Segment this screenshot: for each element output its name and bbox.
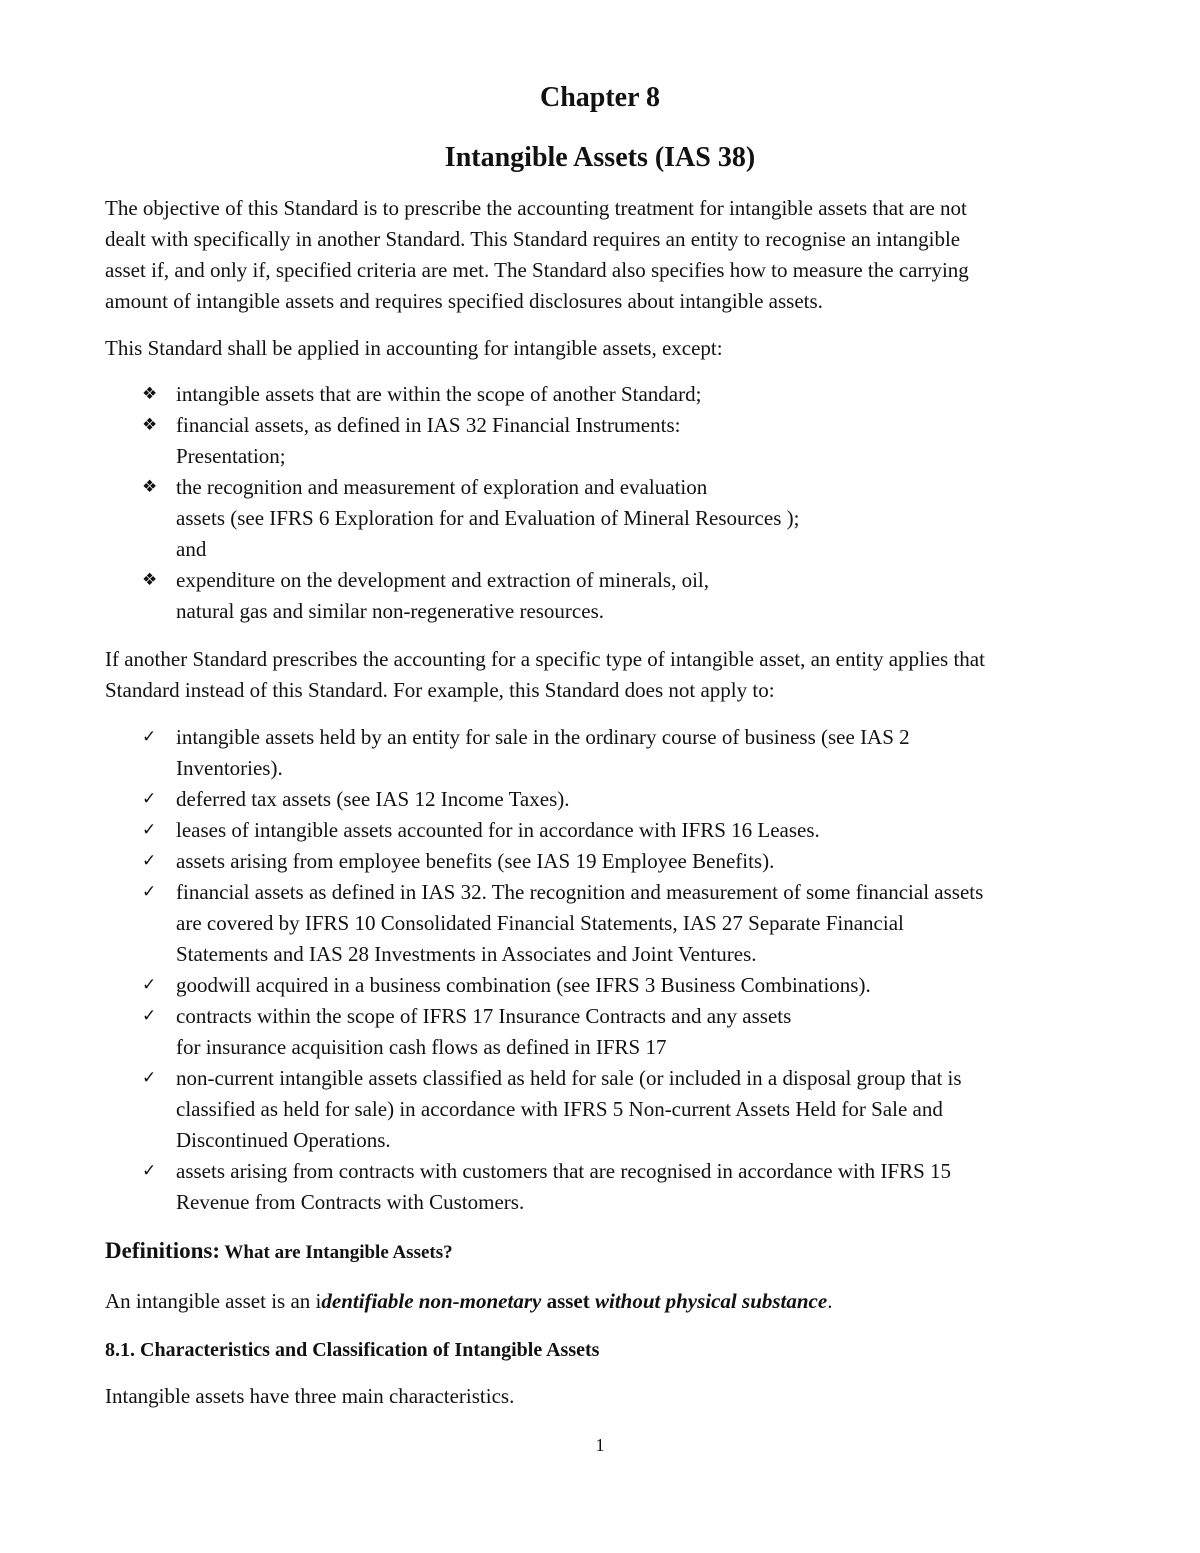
bullet-line: Presentation; xyxy=(176,444,286,468)
checkmark-icon: ✓ xyxy=(142,1161,157,1181)
intro-paragraph xyxy=(105,193,1105,317)
bullet-line: deferred tax assets (see IAS 12 Income Taxes). xyxy=(176,787,570,811)
bullet-line: financial assets as defined in IAS 32. The recognition and measurement of some financial assets xyxy=(176,880,984,904)
definition-text: An intangible asset is an i xyxy=(105,1289,322,1313)
diamond-bullet-icon: ❖ xyxy=(142,415,158,435)
scope-lead: This Standard shall be applied in accounting for intangible assets, except: xyxy=(105,336,723,360)
bullet-line: non-current intangible assets classified as held for sale (or included in a disposal group that is xyxy=(176,1066,962,1090)
bullet-line: assets arising from contracts with customers that are recognised in accordance with IFRS 15 xyxy=(176,1159,952,1183)
definition-emphasis: without physical substance xyxy=(594,1289,828,1313)
definition-emphasis: dentifiable non-monetary xyxy=(321,1289,542,1313)
exclusion-item xyxy=(105,784,1105,815)
paragraph-line: Standard instead of this Standard. For example, this Standard does not apply to: xyxy=(105,678,775,702)
definition-bold: asset xyxy=(541,1289,595,1313)
checkmark-icon: ✓ xyxy=(142,1068,157,1088)
bullet-line: are covered by IFRS 10 Consolidated Financial Statements, IAS 27 Separate Financial xyxy=(176,911,904,935)
bullet-line: and xyxy=(176,537,207,561)
exclusion-item xyxy=(105,970,1105,1001)
exclusion-item xyxy=(105,722,1105,784)
definitions-label: Definitions xyxy=(105,1238,213,1263)
exclusion-item xyxy=(105,815,1105,846)
bullet-line: leases of intangible assets accounted for in accordance with IFRS 16 Leases. xyxy=(176,818,820,842)
intro-line: asset if, and only if, specified criteria are met. The Standard also specifies how to measure the carrying xyxy=(105,258,969,282)
definitions-question: What are Intangible Assets? xyxy=(220,1242,453,1263)
scope-bullet-item xyxy=(105,379,1105,410)
bullet-line: financial assets, as defined in IAS 32 Financial Instruments: xyxy=(176,413,681,437)
section-8-1-title: 8.1. Characteristics and Classification of Intangible Assets xyxy=(105,1339,600,1361)
intro-line: amount of intangible assets and requires specified disclosures about intangible assets. xyxy=(105,289,823,313)
checkmark-icon: ✓ xyxy=(142,1006,157,1026)
bullet-line: Discontinued Operations. xyxy=(176,1128,391,1152)
bullet-line: Inventories). xyxy=(176,756,283,780)
bullet-line: the recognition and measurement of exploration and evaluation xyxy=(176,475,708,499)
bullet-line: intangible assets that are within the scope of another Standard; xyxy=(176,382,702,406)
exclusion-item xyxy=(105,877,1105,970)
page-number: 1 xyxy=(595,1435,605,1455)
definitions-heading xyxy=(105,1235,1105,1268)
bullet-line: intangible assets held by an entity for sale in the ordinary course of business (see IAS 2 xyxy=(176,725,910,749)
bullet-line: goodwill acquired in a business combination (see IFRS 3 Business Combinations). xyxy=(176,973,871,997)
exclusion-item xyxy=(105,1156,1105,1218)
exclusion-item xyxy=(105,1001,1105,1063)
bullet-line: Statements and IAS 28 Investments in Associates and Joint Ventures. xyxy=(176,942,757,966)
other-standards-paragraph xyxy=(105,644,1105,706)
checkmark-icon: ✓ xyxy=(142,727,157,747)
bullet-line: assets arising from employee benefits (see IAS 19 Employee Benefits). xyxy=(176,849,775,873)
diamond-bullet-icon: ❖ xyxy=(142,477,158,497)
intro-line: dealt with specifically in another Standard. This Standard requires an entity to recognise an intangible xyxy=(105,227,961,251)
section-heading xyxy=(105,1334,1105,1366)
definition-text: . xyxy=(827,1289,833,1313)
bullet-line: natural gas and similar non-regenerative resources. xyxy=(176,599,604,623)
checkmark-icon: ✓ xyxy=(142,789,157,809)
scope-bullet-item xyxy=(105,565,1105,627)
scope-bullet-item xyxy=(105,472,1105,565)
intro-line: The objective of this Standard is to prescribe the accounting treatment for intangible assets that are not xyxy=(105,196,967,220)
scope-bullet-item xyxy=(105,410,1105,472)
diamond-bullet-icon: ❖ xyxy=(142,570,158,590)
definition-sentence xyxy=(105,1286,1105,1317)
exclusion-item xyxy=(105,846,1105,877)
chapter-title: Chapter 8 xyxy=(539,82,661,113)
chapter-subtitle: Intangible Assets (IAS 38) xyxy=(444,142,756,173)
section-text: Intangible assets have three main characteristics. xyxy=(105,1384,515,1408)
checkmark-icon: ✓ xyxy=(142,882,157,902)
bullet-line: contracts within the scope of IFRS 17 Insurance Contracts and any assets xyxy=(176,1004,792,1028)
checkmark-icon: ✓ xyxy=(142,975,157,995)
bullet-line: expenditure on the development and extraction of minerals, oil, xyxy=(176,568,709,592)
diamond-bullet-icon: ❖ xyxy=(142,384,158,404)
paragraph-line: If another Standard prescribes the accounting for a specific type of intangible asset, an entity applies that xyxy=(105,647,985,671)
exclusion-item xyxy=(105,1063,1105,1156)
checkmark-icon: ✓ xyxy=(142,851,157,871)
definitions-colon: : xyxy=(212,1238,221,1263)
bullet-line: Revenue from Contracts with Customers. xyxy=(176,1190,525,1214)
bullet-line: classified as held for sale) in accordance with IFRS 5 Non-current Assets Held for Sale and xyxy=(176,1097,943,1121)
bullet-line: for insurance acquisition cash flows as defined in IFRS 17 xyxy=(176,1035,667,1059)
checkmark-icon: ✓ xyxy=(142,820,157,840)
bullet-line: assets (see IFRS 6 Exploration for and Evaluation of Mineral Resources ); xyxy=(176,506,800,530)
